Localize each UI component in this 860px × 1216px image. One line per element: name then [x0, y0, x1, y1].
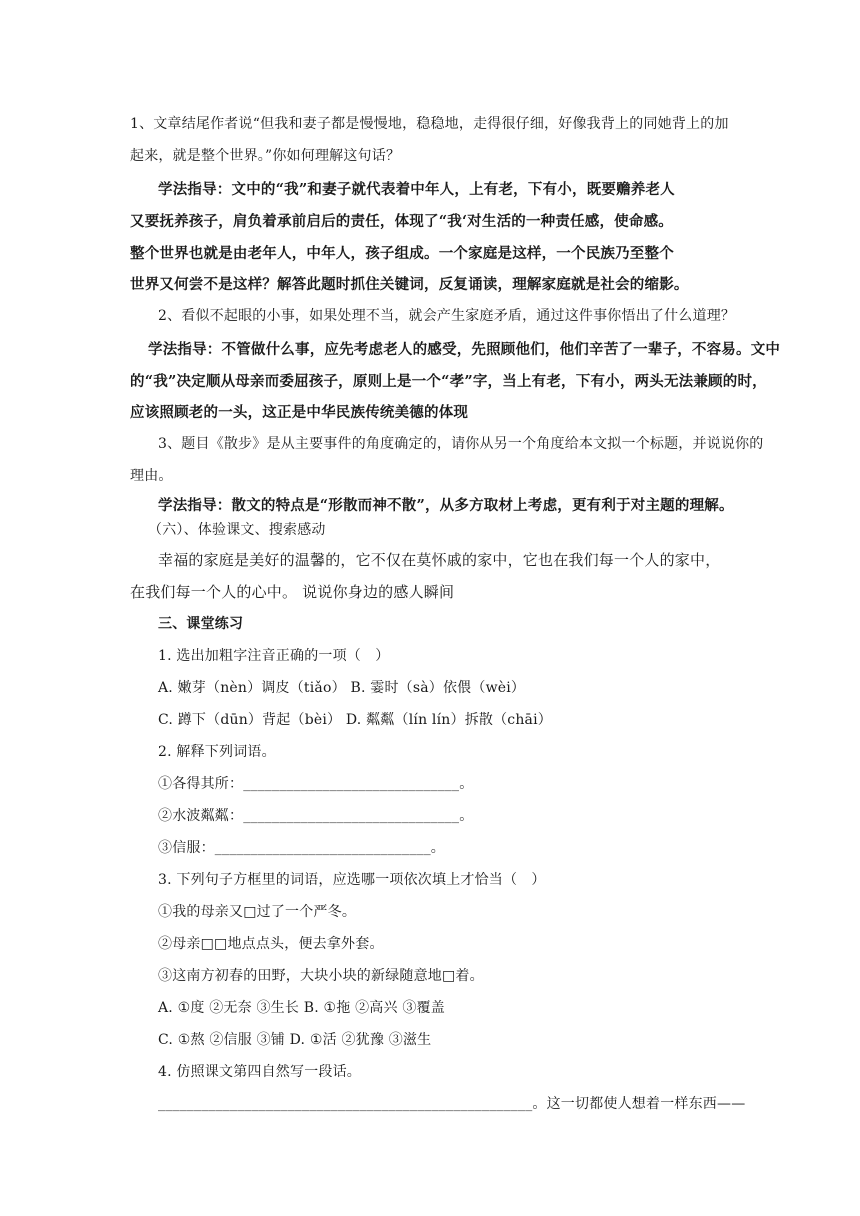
practice-q1-options-ab: A. 嫩芽（nèn）调皮（tiǎo） B. 霎时（sà）依偎（wèi）: [158, 680, 526, 696]
practice-q3: 3. 下列句子方框里的词语，应选哪一项依次填上才恰当（ ）: [158, 872, 546, 888]
guide-1-line-3: 整个世界也就是由老年人，中年人，孩子组成。一个家庭是这样，一个民族乃至整个: [130, 245, 674, 262]
practice-q3-sentence-1: ①我的母亲又□过了一个严冬。: [158, 904, 357, 920]
practice-q2-item-2: ②水波粼粼：______________________________。: [158, 808, 474, 824]
question-1-line-1: 1、文章结尾作者说“但我和妻子都是慢慢地，稳稳地，走得很仔细，好像我背上的同她背上的加: [130, 116, 729, 132]
question-2-line-1: 2、看似不起眼的小事，如果处理不当，就会产生家庭矛盾，通过这件事你悟出了什么道理？: [158, 308, 736, 324]
practice-q1: 1. 选出加粗字注音正确的一项（ ）: [158, 648, 390, 664]
guide-1-line-1: 学法指导：文中的“我”和妻子就代表着中年人，上有老，下有小，既要赡养老人: [158, 181, 675, 198]
guide-1-line-4: 世界又何尝不是这样？解答此题时抓住关键词，反复诵读，理解家庭就是社会的缩影。: [130, 276, 689, 293]
practice-q3-options-ab: A. ①度 ②无奈 ③生长 B. ①拖 ②高兴 ③覆盖: [158, 1000, 445, 1016]
guide-1-line-2: 又要抚养孩子，肩负着承前启后的责任，体现了“我‘对生活的一种责任感，使命感。: [130, 213, 673, 230]
question-1-line-2: 起来，就是整个世界。”你如何理解这句话？: [130, 148, 401, 164]
question-3-line-1: 3、题目《散步》是从主要事件的角度确定的，请你从另一个角度给本文拟一个标题，并说说你的: [158, 436, 764, 452]
guide-2-line-2: 的“我”决定顺从母亲而委屈孩子，原则上是一个“孝”字，当上有老，下有小，两头无法兼顾的时，: [130, 373, 767, 390]
guide-2-line-1: 学法指导：不管做什么事，应先考虑老人的感受，先照顾他们，他们辛苦了一辈子，不容易。文中: [148, 341, 781, 358]
practice-heading: 三、课堂练习: [158, 616, 244, 632]
practice-q2: 2. 解释下列词语。: [158, 744, 276, 760]
section-6-title: （六）、体验课文、搜索感动: [148, 522, 326, 538]
guide-2-line-3: 应该照顾老的一头，这正是中华民族传统美德的体现: [130, 404, 469, 421]
section-6-paragraph-line-2: 在我们每一个人的心中。 说说你身边的感人瞬间: [130, 583, 455, 601]
section-6-paragraph-line-1: 幸福的家庭是美好的温馨的，它不仅在莫怀戚的家中，它也在我们每一个人的家中，: [158, 551, 721, 569]
practice-q3-options-cd: C. ①熬 ②信服 ③铺 D. ①活 ②犹豫 ③滋生: [158, 1032, 432, 1048]
practice-q4: 4. 仿照课文第四自然写一段话。: [158, 1064, 362, 1080]
guide-3-line-1: 学法指导：散文的特点是“形散而神不散”，从多方取材上考虑，更有利于对主题的理解。: [158, 497, 734, 514]
practice-q4-answer-line: ____________________________________________________。这一切都使人想着一样东西——: [158, 1096, 746, 1112]
practice-q2-item-3: ③信服：______________________________。: [158, 840, 445, 856]
practice-q2-item-1: ①各得其所：______________________________。: [158, 776, 474, 792]
question-3-line-2: 理由。: [130, 468, 173, 484]
practice-q3-sentence-3: ③这南方初春的田野，大块小块的新绿随意地□着。: [158, 968, 484, 984]
practice-q3-sentence-2: ②母亲□□地点点头，便去拿外套。: [158, 936, 384, 952]
practice-q1-options-cd: C. 蹲下（dūn）背起（bèi） D. 粼粼（lín lín）拆散（chāi）: [158, 712, 552, 728]
